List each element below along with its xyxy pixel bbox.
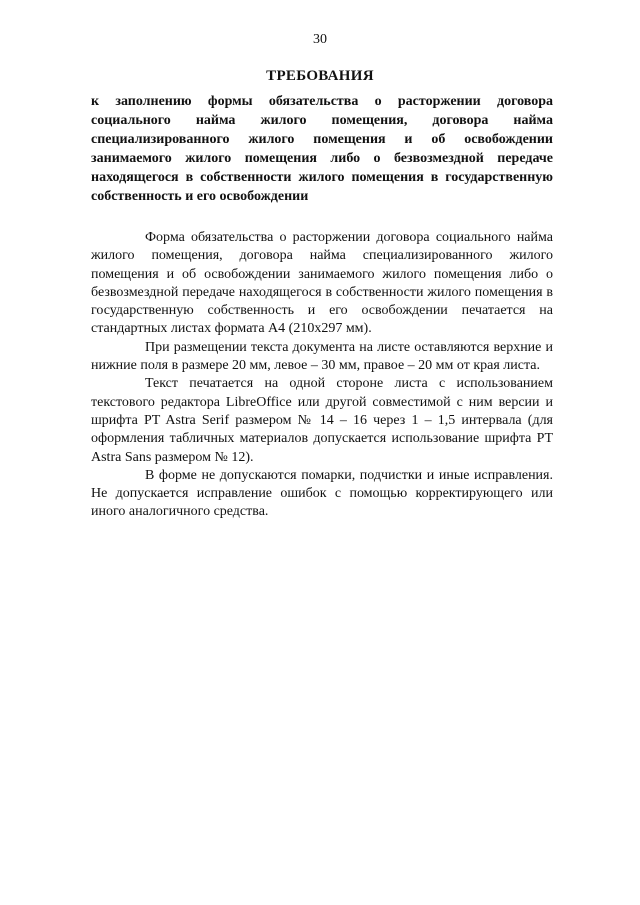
paragraph-font: Текст печатается на одной стороне листа с использованием текстового редактора LibreOffice или другой совместимой с ним версии и шрифта PT Astra Serif размером № 14 – 16 через 1 – 1,5 интервала (для оформления табличных материалов допускается использование шрифта PT Astra Sans размером № 12). (91, 376, 553, 465)
document-subtitle: к заполнению формы обязательства о расторжении договора социального найма жилого помещения, договора найма специализированного жилого помещения и об освобождении занимаемого жилого помещения либо о безвозмездной передаче находящегося в собственности жилого помещения в государственную собственность и его освобождении (91, 94, 553, 204)
paragraph-margins: При размещении текста документа на листе оставляются верхние и нижние поля в размере 20 мм, левое – 30 мм, правое – 20 мм от края листа. (91, 339, 553, 374)
document-body (91, 229, 553, 522)
paragraph-corrections: В форме не допускаются помарки, подчистки и иные исправления. Не допускается исправление ошибок с помощью корректирующего или иного аналогичного средства. (91, 467, 553, 520)
paragraph-format: Форма обязательства о расторжении договора социального найма жилого помещения, договора найма специализированного жилого помещения и об освобождении занимаемого жилого помещения либо о безвозмездной передаче находящегося в собственности жилого помещения в государственную собственность и его освобождении печатается на стандартных листах формата А4 (210х297 мм). (91, 230, 553, 337)
document-title: ТРЕБОВАНИЯ (266, 68, 374, 84)
page-number: 30 (313, 32, 327, 47)
